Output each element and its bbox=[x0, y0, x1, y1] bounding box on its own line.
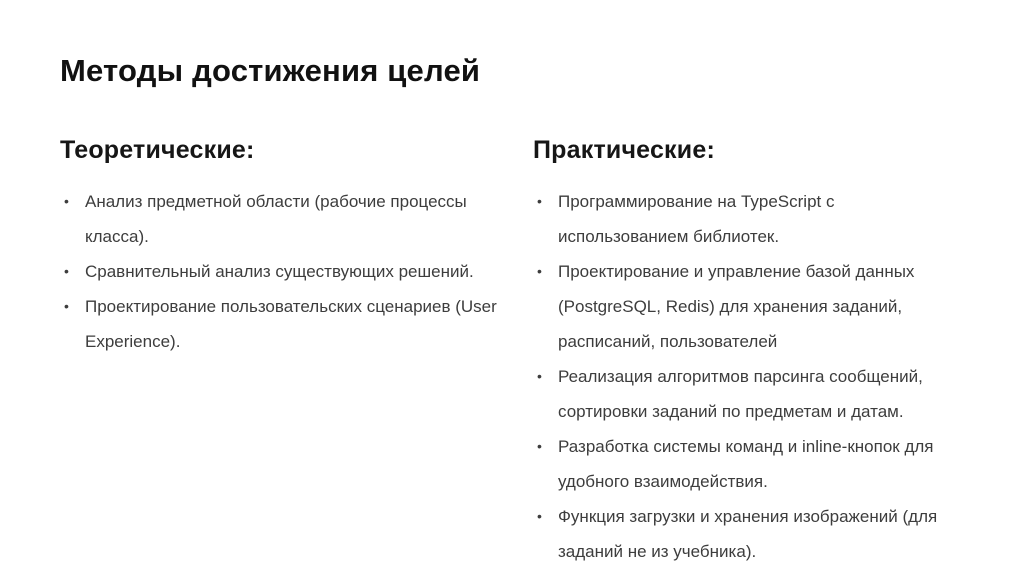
bullet-text: Функция загрузки и хранения изображений (для заданий не из учебника). bbox=[558, 507, 938, 561]
bullet-text: Программирование на TypeScript с использованием библиотек. bbox=[558, 192, 835, 246]
column-practical-heading: Практические: bbox=[533, 136, 715, 164]
list-item bbox=[533, 254, 965, 359]
columns-container bbox=[60, 135, 984, 569]
column-practical-list bbox=[533, 184, 965, 569]
bullet-text: Реализация алгоритмов парсинга сообщений, сортировки заданий по предметам и датам. bbox=[558, 367, 923, 421]
bullet-icon: • bbox=[537, 263, 542, 279]
bullet-text: Анализ предметной области (рабочие процессы класса). bbox=[85, 192, 467, 246]
column-theoretical bbox=[60, 135, 505, 569]
bullet-icon: • bbox=[537, 508, 542, 524]
bullet-icon: • bbox=[64, 298, 69, 314]
list-item bbox=[60, 184, 505, 254]
bullet-text: Разработка системы команд и inline-кнопок для удобного взаимодействия. bbox=[558, 437, 934, 491]
list-item bbox=[533, 429, 965, 499]
list-item bbox=[533, 184, 965, 254]
column-theoretical-heading: Теоретические: bbox=[60, 136, 255, 164]
list-item bbox=[533, 499, 965, 569]
bullet-icon: • bbox=[537, 438, 542, 454]
list-item bbox=[60, 254, 505, 289]
bullet-text: Проектирование пользовательских сценариев (User Experience). bbox=[85, 297, 497, 351]
bullet-icon: • bbox=[64, 263, 69, 279]
bullet-icon: • bbox=[537, 368, 542, 384]
bullet-text: Проектирование и управление базой данных (PostgreSQL, Redis) для хранения заданий, расписаний, пользователей bbox=[558, 262, 915, 351]
slide-title: Методы достижения целей bbox=[60, 53, 481, 88]
column-practical bbox=[533, 135, 965, 569]
bullet-icon: • bbox=[64, 193, 69, 209]
bullet-icon: • bbox=[537, 193, 542, 209]
list-item bbox=[60, 289, 505, 359]
bullet-text: Сравнительный анализ существующих решений. bbox=[85, 262, 474, 281]
list-item bbox=[533, 359, 965, 429]
column-theoretical-list bbox=[60, 184, 505, 359]
